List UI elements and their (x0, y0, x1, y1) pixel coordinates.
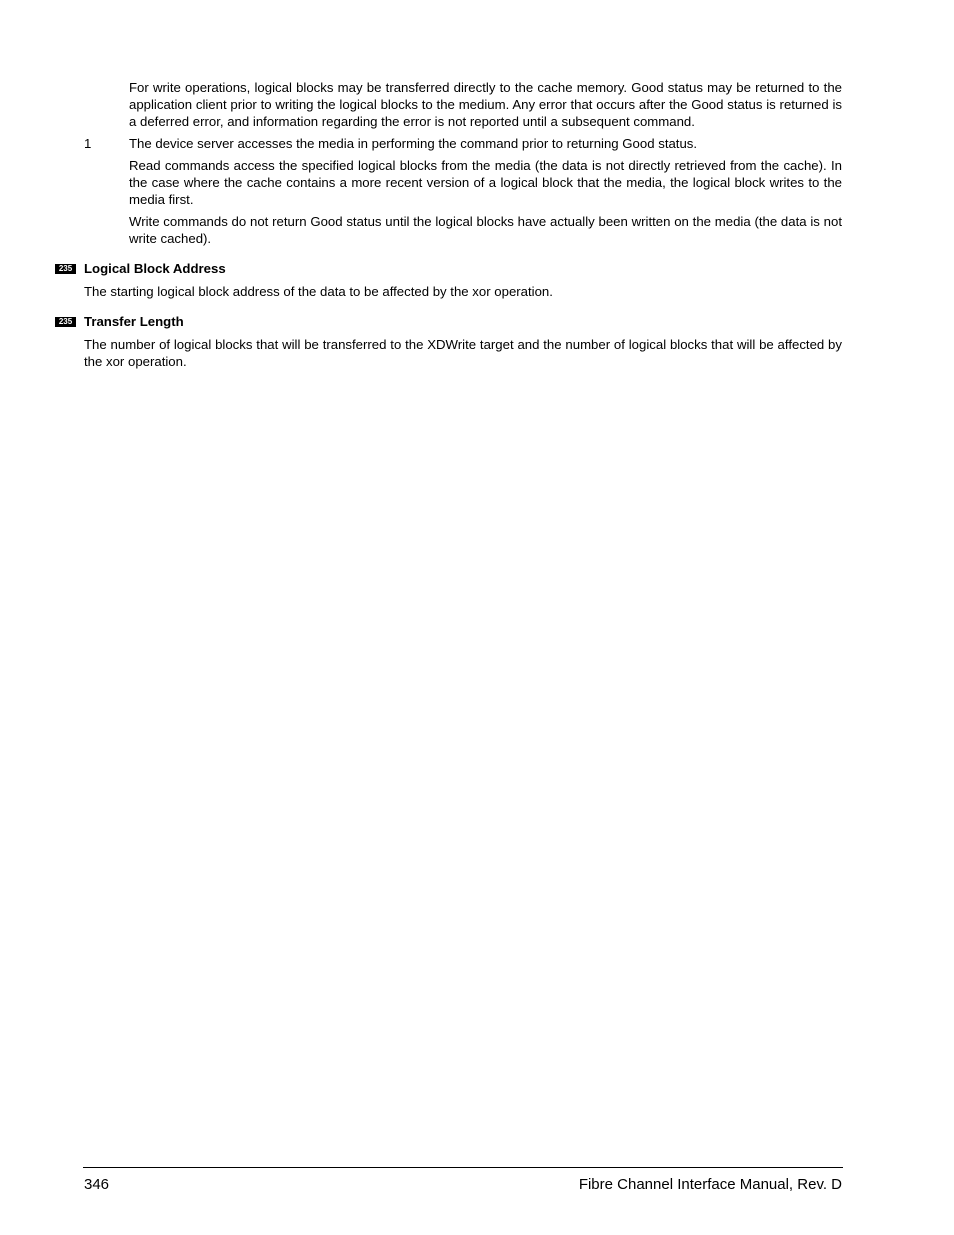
field-title: Logical Block Address (84, 261, 226, 276)
field-heading-logical-block-address (55, 260, 226, 277)
field-description-logical-block-address: The starting logical block address of the data to be affected by the xor operation. (84, 284, 553, 299)
footer-document-title: Fibre Channel Interface Manual, Rev. D (578, 1176, 842, 1193)
paragraph-write-operations (129, 79, 842, 130)
item-number: 1 (84, 136, 92, 151)
paragraph-read-commands-text: Read commands access the specified logical blocks from the media (the data is not directly retrieved from the cache). In the case where the cache contains a more recent version of a logical block that the media, the logical block writes to the media first. (129, 158, 842, 207)
paragraph-write-operations-text: For write operations, logical blocks may be transferred directly to the cache memory. Good status may be returned to the application client prior to writing the logical blocks to the medium. Any error that occurs after the Good status is returned is a deferred error, and information regarding the error is not reported until a subsequent command. (129, 80, 842, 129)
footer-divider (83, 1167, 843, 1168)
paragraph-read-commands (129, 157, 842, 208)
footer-page-number: 346 (84, 1176, 110, 1193)
item-text: The device server accesses the media in performing the command prior to returning Good status. (129, 136, 698, 151)
field-heading-transfer-length (55, 313, 184, 330)
field-title: Transfer Length (84, 314, 184, 329)
field-description-transfer-length: The number of logical blocks that will be transferred to the XDWrite target and the number of logical blocks that will be affected by the xor operation. (84, 337, 842, 369)
paragraph-write-commands (129, 213, 842, 247)
version-badge: 235 (55, 317, 76, 327)
paragraph-write-commands-text: Write commands do not return Good status until the logical blocks have actually been written on the media (the data is not write cached). (129, 214, 842, 246)
version-badge: 235 (55, 264, 76, 274)
